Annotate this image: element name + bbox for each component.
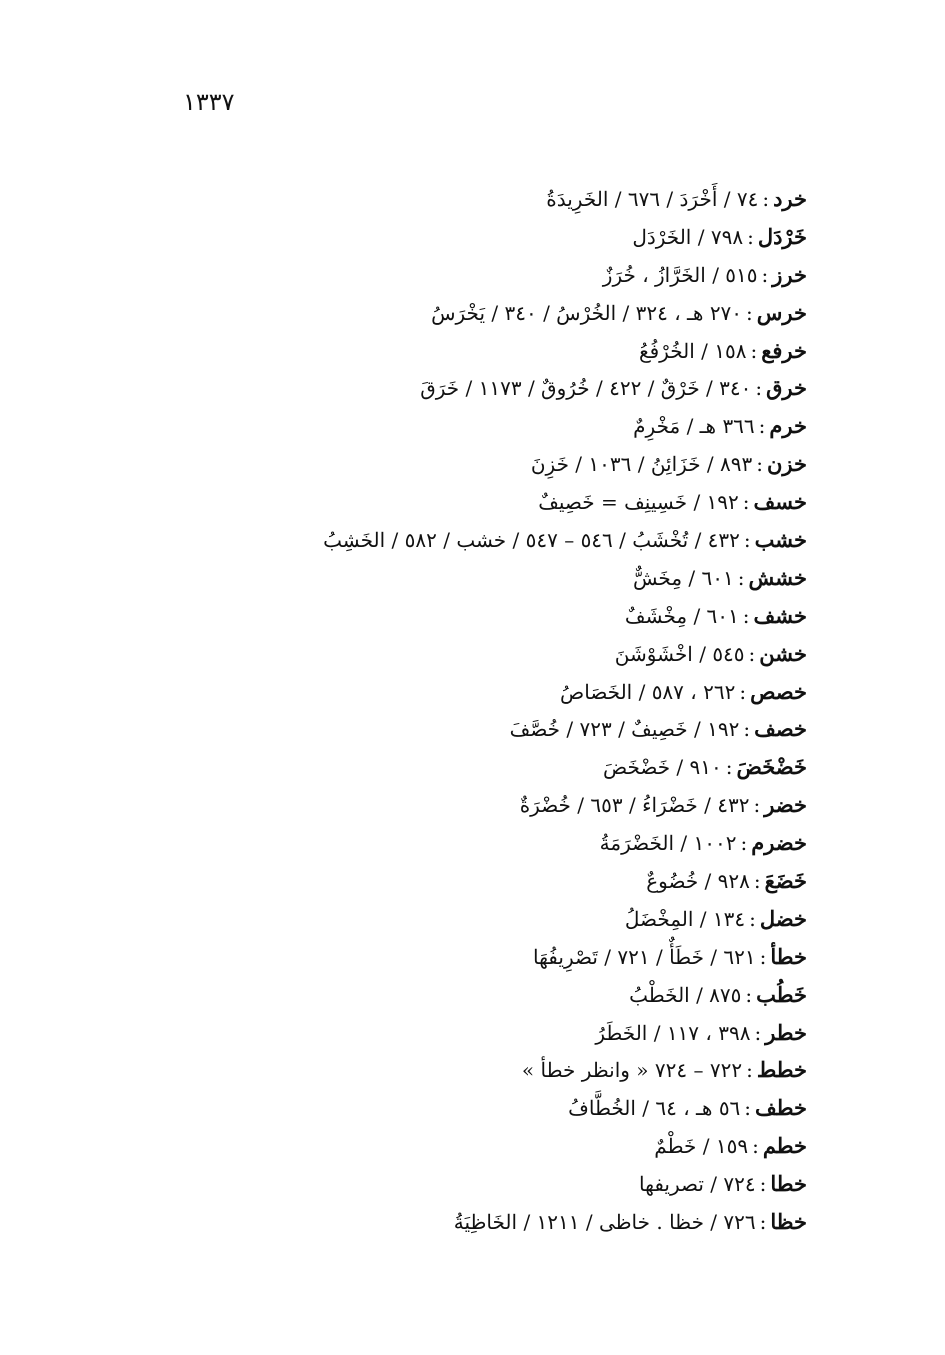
entry-root: خصص [750, 678, 807, 704]
entry-references: ٥٦ هـ ، ٦٤ / الخُطَّافُ [568, 1096, 741, 1121]
entry-separator: : [754, 1020, 762, 1045]
entry-separator: : [750, 338, 758, 363]
index-entry [87, 597, 807, 635]
index-entry [87, 445, 807, 483]
entry-references: ١٣٤ / المِخْضَلُ [624, 906, 746, 931]
entry-root: خظا [770, 1209, 807, 1235]
entry-separator: : [762, 187, 770, 211]
index-entry [87, 1165, 807, 1203]
entry-separator: : [752, 1134, 759, 1159]
entry-references: ٣٩٨ ، ١١٧ / الخَطَرُ [595, 1020, 751, 1045]
entry-separator: : [746, 1058, 753, 1083]
entry-references: ٣٦٦ هـ / مَخْرِمٌ [633, 414, 755, 439]
index-entry [87, 1203, 807, 1241]
entry-references: ٢٦٢ ، ٥٨٧ / الخَصَاصُ [560, 679, 736, 704]
entry-separator: : [759, 1172, 767, 1197]
entry-separator: : [742, 490, 750, 515]
entry-separator: : [753, 869, 761, 894]
entry-references: ١٠٠٢ / الخَضْرَمَةُ [599, 831, 737, 856]
index-entry [87, 180, 807, 218]
entry-root: خسف [753, 489, 807, 515]
index-entry [87, 1051, 807, 1089]
entry-separator: : [744, 1096, 752, 1121]
entry-root: خطأ [770, 943, 807, 969]
entry-root: خَطُب [756, 981, 807, 1007]
entry-separator: : [725, 755, 733, 780]
entry-separator: : [749, 906, 756, 931]
entry-separator: : [759, 944, 767, 969]
entry-separator: : [759, 1210, 767, 1235]
index-entry [87, 521, 807, 559]
entry-root: خرد [773, 186, 807, 211]
entry-references: ٥٤٥ / اخْشَوْشَنَ [614, 641, 745, 666]
entry-root: خَرْدَل [757, 223, 807, 249]
entry-separator: : [746, 300, 753, 325]
entry-references: ١٩٢ / خَسِينِف = خَصِيفٌ [538, 490, 739, 515]
entry-root: خشب [754, 527, 807, 553]
index-entry [87, 900, 807, 938]
entry-root: خشش [748, 564, 807, 590]
entry-references: ٣٤٠ / خَرْقٌ / ٤٢٢ / خُرُوقٌ / ١١٧٣ / خَرَقَ [420, 376, 752, 401]
index-entry [87, 938, 807, 976]
index-entry [87, 976, 807, 1014]
entry-references: ٦٠١ / مِخَشٌّ [632, 565, 734, 590]
entry-root: خرق [766, 375, 807, 401]
entry-root: خشن [759, 640, 807, 666]
entry-references: ١٥٩ / خَطْمٌ [654, 1134, 749, 1159]
index-entry [87, 786, 807, 824]
entry-root: خطر [765, 1019, 807, 1045]
entry-separator: : [756, 452, 763, 477]
entry-separator: : [743, 528, 751, 553]
entry-root: خطا [770, 1171, 807, 1197]
entry-root: خرم [769, 413, 807, 439]
entry-root: خرس [756, 299, 807, 325]
index-entry [87, 218, 807, 256]
index-entry [87, 710, 807, 748]
entry-separator: : [747, 224, 754, 249]
index-entry [87, 369, 807, 407]
entry-references: ٧٢٦ / خظا . خاظى / ١٢١١ / الخَاظِيَةُ [453, 1210, 756, 1235]
index-entry [87, 407, 807, 445]
entry-separator: : [753, 793, 761, 818]
entry-references: ١٥٨ / الخُرْفُعُ [638, 338, 747, 363]
index-entry [87, 748, 807, 786]
entry-root: خطم [762, 1133, 807, 1159]
entry-separator: : [743, 717, 751, 742]
entry-root: خشف [753, 602, 807, 628]
entry-references: ١٩٢ / خَصِيفٌ / ٧٢٣ / خُصَّفَ [509, 717, 740, 742]
page-number: ١٣٣٧ [183, 88, 235, 116]
entry-references: ٨٩٣ / خَزَائِنُ / ١٠٣٦ / خَزِنَ [530, 452, 753, 477]
entry-references: ٦٢١ / خَطَأٌ / ٧٢١ / تَصْرِيفُهَا [532, 944, 756, 969]
entry-root: خزن [767, 451, 807, 477]
entry-root: خضر [764, 792, 807, 818]
entry-separator: : [755, 376, 763, 401]
index-entry [87, 1014, 807, 1052]
index-entry [87, 1089, 807, 1127]
entry-root: خصف [754, 716, 807, 742]
entry-separator: : [737, 565, 745, 590]
entry-references: ٥١٥ / الخَرَّازُ ، خُرَزٌ [602, 262, 758, 287]
index-entry [87, 483, 807, 521]
entry-references: ٧٢٢ – ٧٢٤ « وانظر خطأ » [521, 1058, 743, 1083]
entry-references: ٧٤ / أَخْرَدَ / ٦٧٦ / الخَرِيدَةُ [546, 187, 759, 211]
index-entry [87, 559, 807, 597]
entry-references: ٢٧٠ هـ ، ٣٢٤ / الخُرْسُ / ٣٤٠ / يَخْرَسُ [431, 300, 743, 325]
index-entry [87, 862, 807, 900]
entry-root: خرز [772, 261, 807, 287]
entry-separator: : [739, 679, 747, 704]
entry-references: ٩٢٨ / خُضُوعٌ [646, 869, 750, 894]
entry-separator: : [745, 982, 753, 1007]
index-entry [87, 256, 807, 294]
entry-references: ٧٩٨ / الخَرْدَل [632, 224, 744, 249]
index-entry [87, 1127, 807, 1165]
entry-separator: : [740, 831, 748, 856]
entry-root: خَضَعَ [764, 868, 807, 894]
index-entry [87, 332, 807, 370]
entry-separator: : [748, 641, 756, 666]
entry-references: ٤٣٢ / خَضْرَاءُ / ٦٥٣ / خُضْرَةٌ [519, 793, 750, 818]
index-entry [87, 635, 807, 673]
entry-references: ٦٠١ / مِخْشَفٌ [624, 603, 739, 628]
entry-root: خرفع [761, 337, 807, 363]
entry-separator: : [761, 262, 769, 287]
entry-references: ٨٧٥ / الخَطْبُ [629, 982, 742, 1007]
entry-references: ٩١٠ / خَضْخَضَ [602, 755, 722, 780]
entry-separator: : [742, 603, 750, 628]
index-entry [87, 824, 807, 862]
entry-root: خطف [755, 1095, 807, 1121]
entry-root: خضل [759, 905, 807, 931]
index-entries [87, 180, 807, 1241]
index-entry [87, 294, 807, 332]
entry-root: خطط [756, 1057, 807, 1083]
entry-references: ٤٣٢ / تُخْشَبُ / ٥٤٦ – ٥٤٧ / خشب / ٥٨٢ / الخَشِبُ [323, 528, 740, 553]
entry-root: خَضْخَضَ [736, 754, 807, 780]
index-entry [87, 673, 807, 711]
entry-root: خضرم [751, 830, 807, 856]
entry-references: ٧٢٤ / تصريفها [639, 1172, 756, 1197]
entry-separator: : [758, 414, 766, 439]
